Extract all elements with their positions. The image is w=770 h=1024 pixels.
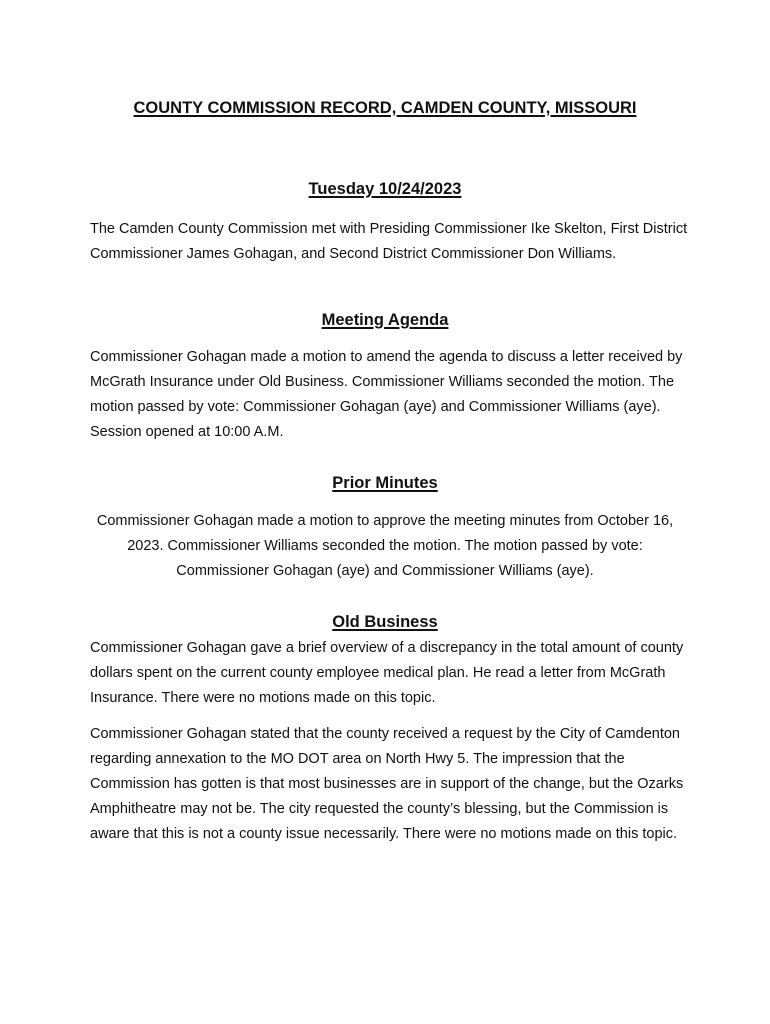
section-heading-prior-minutes: Prior Minutes bbox=[332, 474, 438, 492]
meeting-agenda-paragraph: Commissioner Gohagan made a motion to amend the agenda to discuss a letter received by McGrath Insurance under Old Business. Commissioner Williams seconded the motion. The motion passed by vote: Commissioner Gohagan (aye) and Commissioner Williams (aye). Session opened at 10:00 A.M. bbox=[90, 349, 683, 440]
section-heading-meeting-agenda: Meeting Agenda bbox=[321, 311, 449, 329]
prior-minutes-paragraph: Commissioner Gohagan made a motion to approve the meeting minutes from October 16, 2023. Commissioner Williams seconded the motion. The motion passed by vote: Commissioner Gohagan (aye) and Commissioner Williams (aye). bbox=[96, 513, 674, 579]
old-business-paragraph-2: Commissioner Gohagan stated that the county received a request by the City of Camdenton regarding annexation to the MO DOT area on North Hwy 5. The impression that the Commission has gotten is that most businesses are in support of the change, but the Ozarks Amphitheatre may not be. The city requested the county’s blessing, but the Commission is aware that this is not a county issue necessarily. There were no motions made on this topic. bbox=[90, 726, 684, 842]
document-title: COUNTY COMMISSION RECORD, CAMDEN COUNTY, MISSOURI bbox=[133, 99, 637, 117]
old-business-paragraph-1: Commissioner Gohagan gave a brief overview of a discrepancy in the total amount of county dollars spent on the current county employee medical plan. He read a letter from McGrath Insurance. There were no motions made on this topic. bbox=[90, 640, 684, 706]
meeting-date: Tuesday 10/24/2023 bbox=[308, 180, 462, 198]
section-heading-old-business: Old Business bbox=[332, 613, 438, 631]
intro-paragraph: The Camden County Commission met with Presiding Commissioner Ike Skelton, First District Commissioner James Gohagan, and Second District Commissioner Don Williams. bbox=[90, 221, 688, 262]
